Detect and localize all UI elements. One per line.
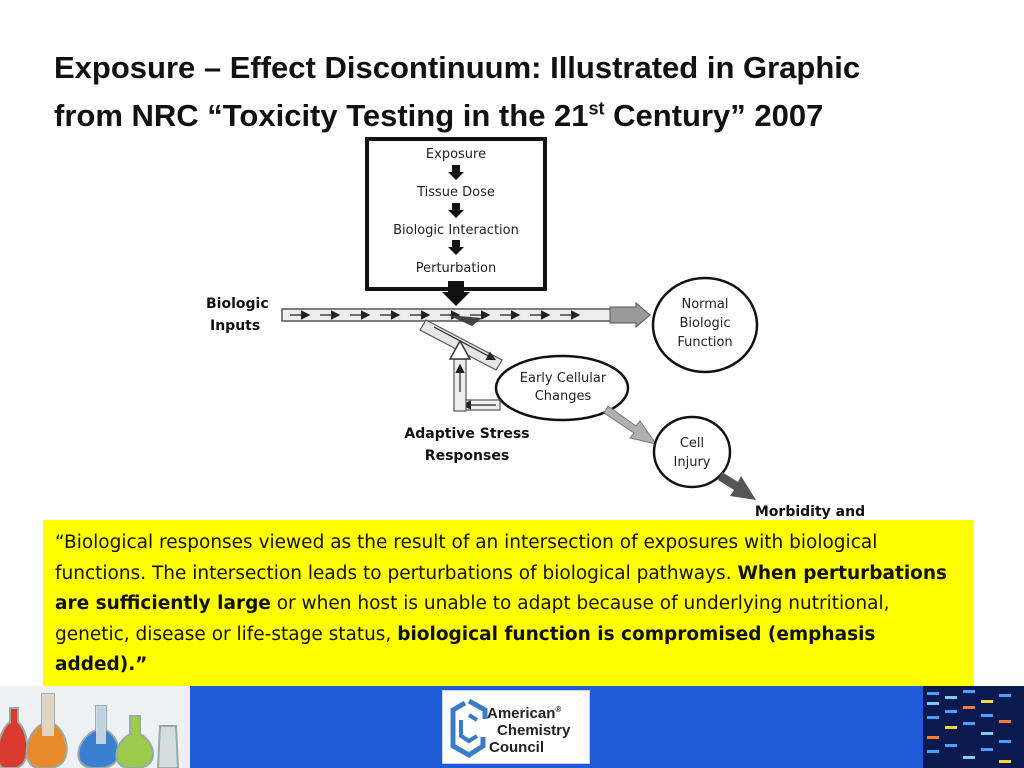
biologic-inputs-line-1: Biologic bbox=[206, 296, 269, 312]
diagram-svg bbox=[190, 134, 880, 520]
adaptive-line-2: Responses bbox=[424, 448, 510, 464]
cell-injury-line-2: Injury bbox=[673, 455, 711, 470]
box-step-tissue-dose: Tissue Dose bbox=[417, 185, 495, 200]
quote-emphasis-2: biological function is compromised (emphasis added).” bbox=[55, 623, 876, 675]
acc-hexagon-icon bbox=[447, 697, 489, 759]
title-line-1: Exposure – Effect Discontinuum: Illustrated in Graphic bbox=[54, 50, 861, 85]
dna-gel-image bbox=[923, 686, 1024, 768]
lab-flasks-image bbox=[0, 686, 190, 768]
exposure-effect-diagram bbox=[190, 134, 880, 520]
normal-function-line-1: Normal bbox=[681, 297, 729, 312]
title-superscript: st bbox=[588, 98, 605, 119]
quote-box bbox=[43, 520, 974, 686]
early-changes-line-1: Early Cellular bbox=[519, 371, 607, 386]
adaptive-line-1: Adaptive Stress bbox=[404, 426, 530, 442]
title-line-2-prefix: from NRC “Toxicity Testing in the 21 bbox=[54, 98, 589, 133]
normal-function-arrowhead bbox=[610, 303, 650, 327]
morbidity-label: Morbidity and bbox=[754, 504, 866, 520]
logo-line-2: Chemistry bbox=[497, 722, 571, 739]
box-step-biologic-interaction: Biologic Interaction bbox=[393, 223, 519, 238]
normal-function-line-2: Biologic bbox=[679, 316, 731, 331]
acc-logo bbox=[442, 690, 590, 764]
injury-pathway-arrow bbox=[604, 406, 656, 444]
quote-part-1: “Biological responses viewed as the result of an intersection of exposures with biological functions. The intersection leads to perturbations of biological pathways. bbox=[55, 532, 878, 584]
cell-injury-line-1: Cell bbox=[679, 436, 705, 451]
footer-band bbox=[0, 686, 1024, 768]
quote-emphasis-1: When perturbations are sufficiently large bbox=[55, 562, 948, 614]
box-step-perturbation: Perturbation bbox=[415, 261, 497, 276]
title-line-2-suffix: Century” 2007 bbox=[604, 98, 824, 133]
morbidity-arrow bbox=[718, 472, 756, 500]
quote-part-2: or when host is unable to adapt because of underlying nutritional, genetic, disease or life-stage status, bbox=[55, 593, 890, 645]
early-changes-line-2: Changes bbox=[534, 389, 592, 404]
logo-line-1: American® bbox=[487, 705, 562, 722]
cell-injury-circle bbox=[654, 417, 730, 487]
acc-logo-text bbox=[487, 701, 570, 756]
normal-function-line-3: Function bbox=[677, 335, 733, 350]
slide-title bbox=[54, 44, 994, 140]
title-line-2 bbox=[54, 92, 994, 140]
flasks-illustration bbox=[0, 686, 190, 768]
box-step-exposure: Exposure bbox=[425, 147, 487, 162]
dna-gel-illustration bbox=[923, 686, 1024, 768]
logo-line-3: Council bbox=[489, 739, 544, 756]
biologic-inputs-line-2: Inputs bbox=[210, 318, 261, 334]
